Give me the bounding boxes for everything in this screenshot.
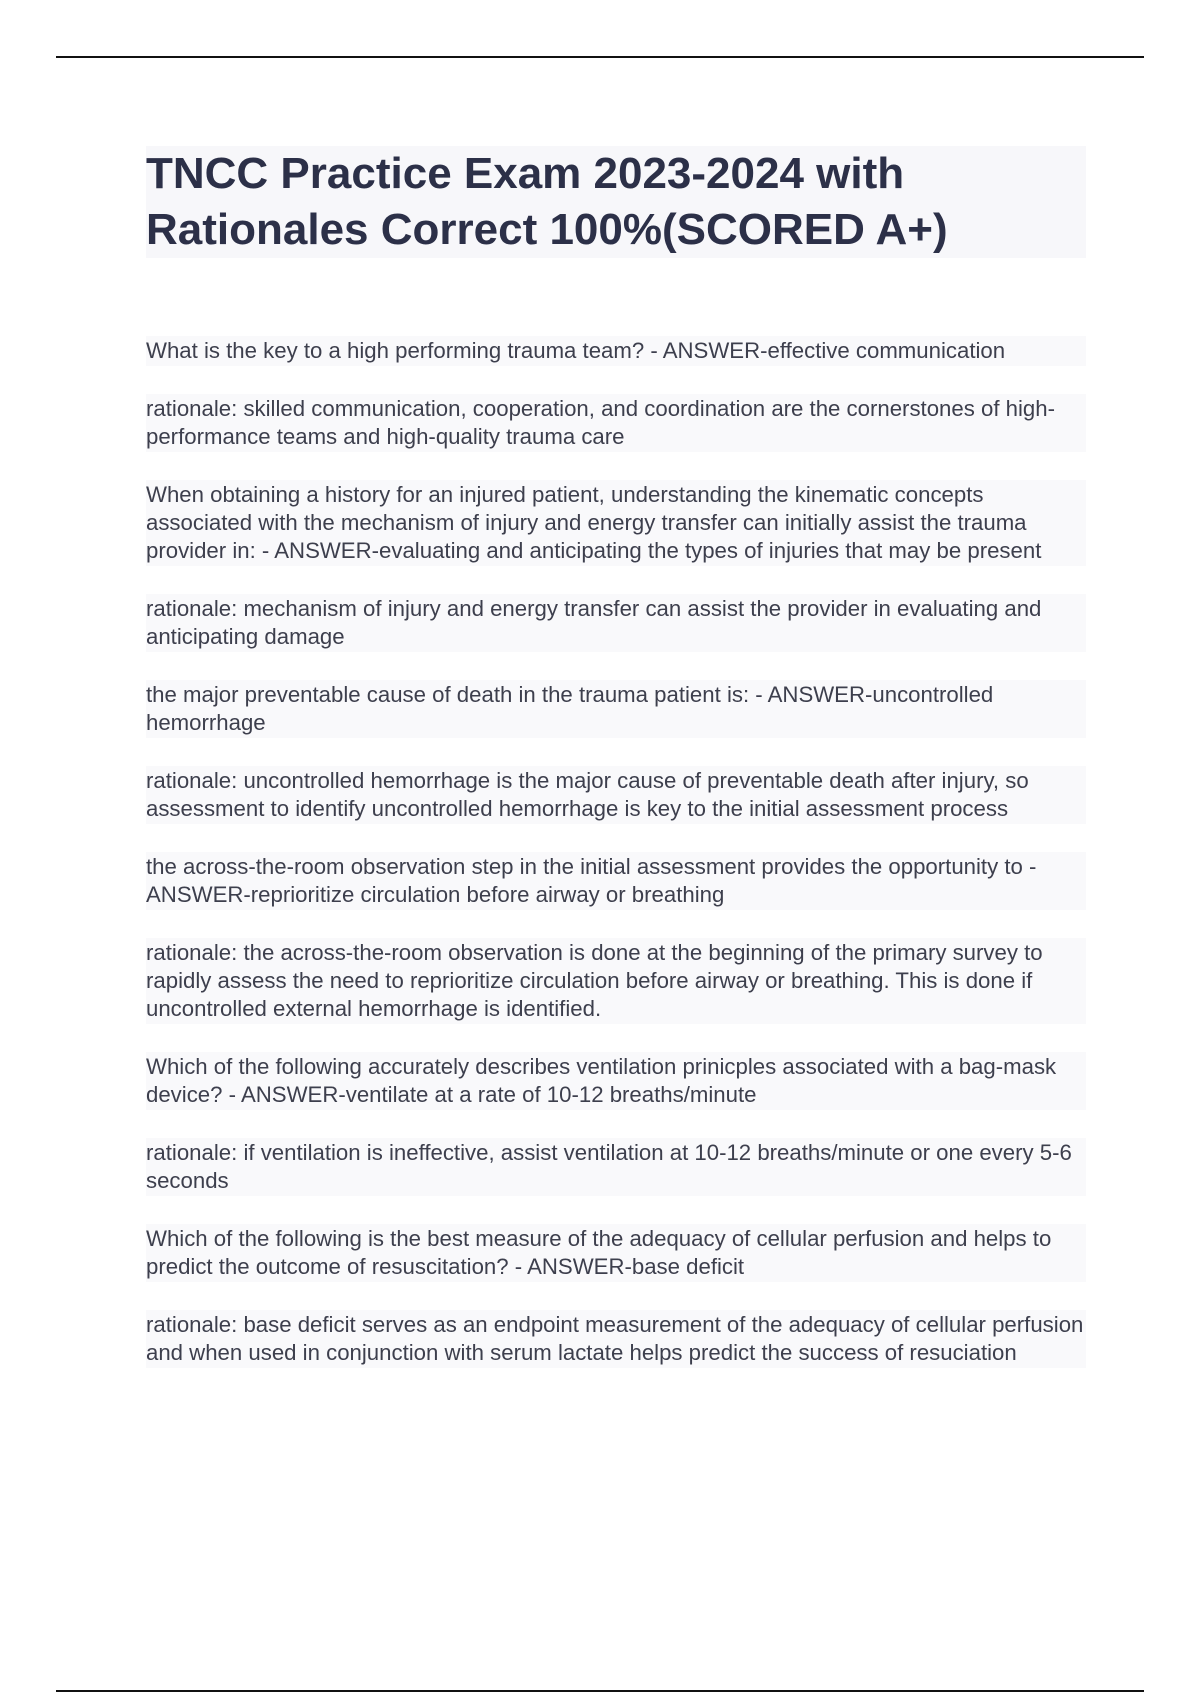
rationale-1: rationale: skilled communication, cooperation, and coordination are the cornerstones of high-performance teams and high-quality trauma care — [146, 394, 1086, 452]
question-3: the major preventable cause of death in the trauma patient is: - ANSWER-uncontrolled hemorrhage — [146, 680, 1086, 738]
qa-list — [146, 336, 1086, 1396]
rationale-2: rationale: mechanism of injury and energy transfer can assist the provider in evaluating and anticipating damage — [146, 594, 1086, 652]
footer-rule — [56, 1690, 1144, 1692]
question-1: What is the key to a high performing trauma team? - ANSWER-effective communication — [146, 336, 1086, 366]
question-4: the across-the-room observation step in the initial assessment provides the opportunity to - ANSWER-reprioritize circulation before airway or breathing — [146, 852, 1086, 910]
question-5: Which of the following accurately describes ventilation prinicples associated with a bag-mask device? - ANSWER-ventilate at a rate of 10-12 breaths/minute — [146, 1052, 1086, 1110]
rationale-4: rationale: the across-the-room observation is done at the beginning of the primary survey to rapidly assess the need to reprioritize circulation before airway or breathing. This is done if uncontrolled external hemorrhage is identified. — [146, 938, 1086, 1024]
question-2: When obtaining a history for an injured patient, understanding the kinematic concepts associated with the mechanism of injury and energy transfer can initially assist the trauma provider in: - ANSWER-evaluating and anticipating the types of injuries that may be present — [146, 480, 1086, 566]
question-6: Which of the following is the best measure of the adequacy of cellular perfusion and helps to predict the outcome of resuscitation? - ANSWER-base deficit — [146, 1224, 1086, 1282]
rationale-5: rationale: if ventilation is ineffective, assist ventilation at 10-12 breaths/minute or one every 5-6 seconds — [146, 1138, 1086, 1196]
rationale-3: rationale: uncontrolled hemorrhage is the major cause of preventable death after injury, so assessment to identify uncontrolled hemorrhage is key to the initial assessment process — [146, 766, 1086, 824]
header-rule — [56, 56, 1144, 58]
page-title: TNCC Practice Exam 2023-2024 with Rationales Correct 100%(SCORED A+) — [146, 146, 1086, 258]
rationale-6: rationale: base deficit serves as an endpoint measurement of the adequacy of cellular perfusion and when used in conjunction with serum lactate helps predict the success of resuciation — [146, 1310, 1086, 1368]
